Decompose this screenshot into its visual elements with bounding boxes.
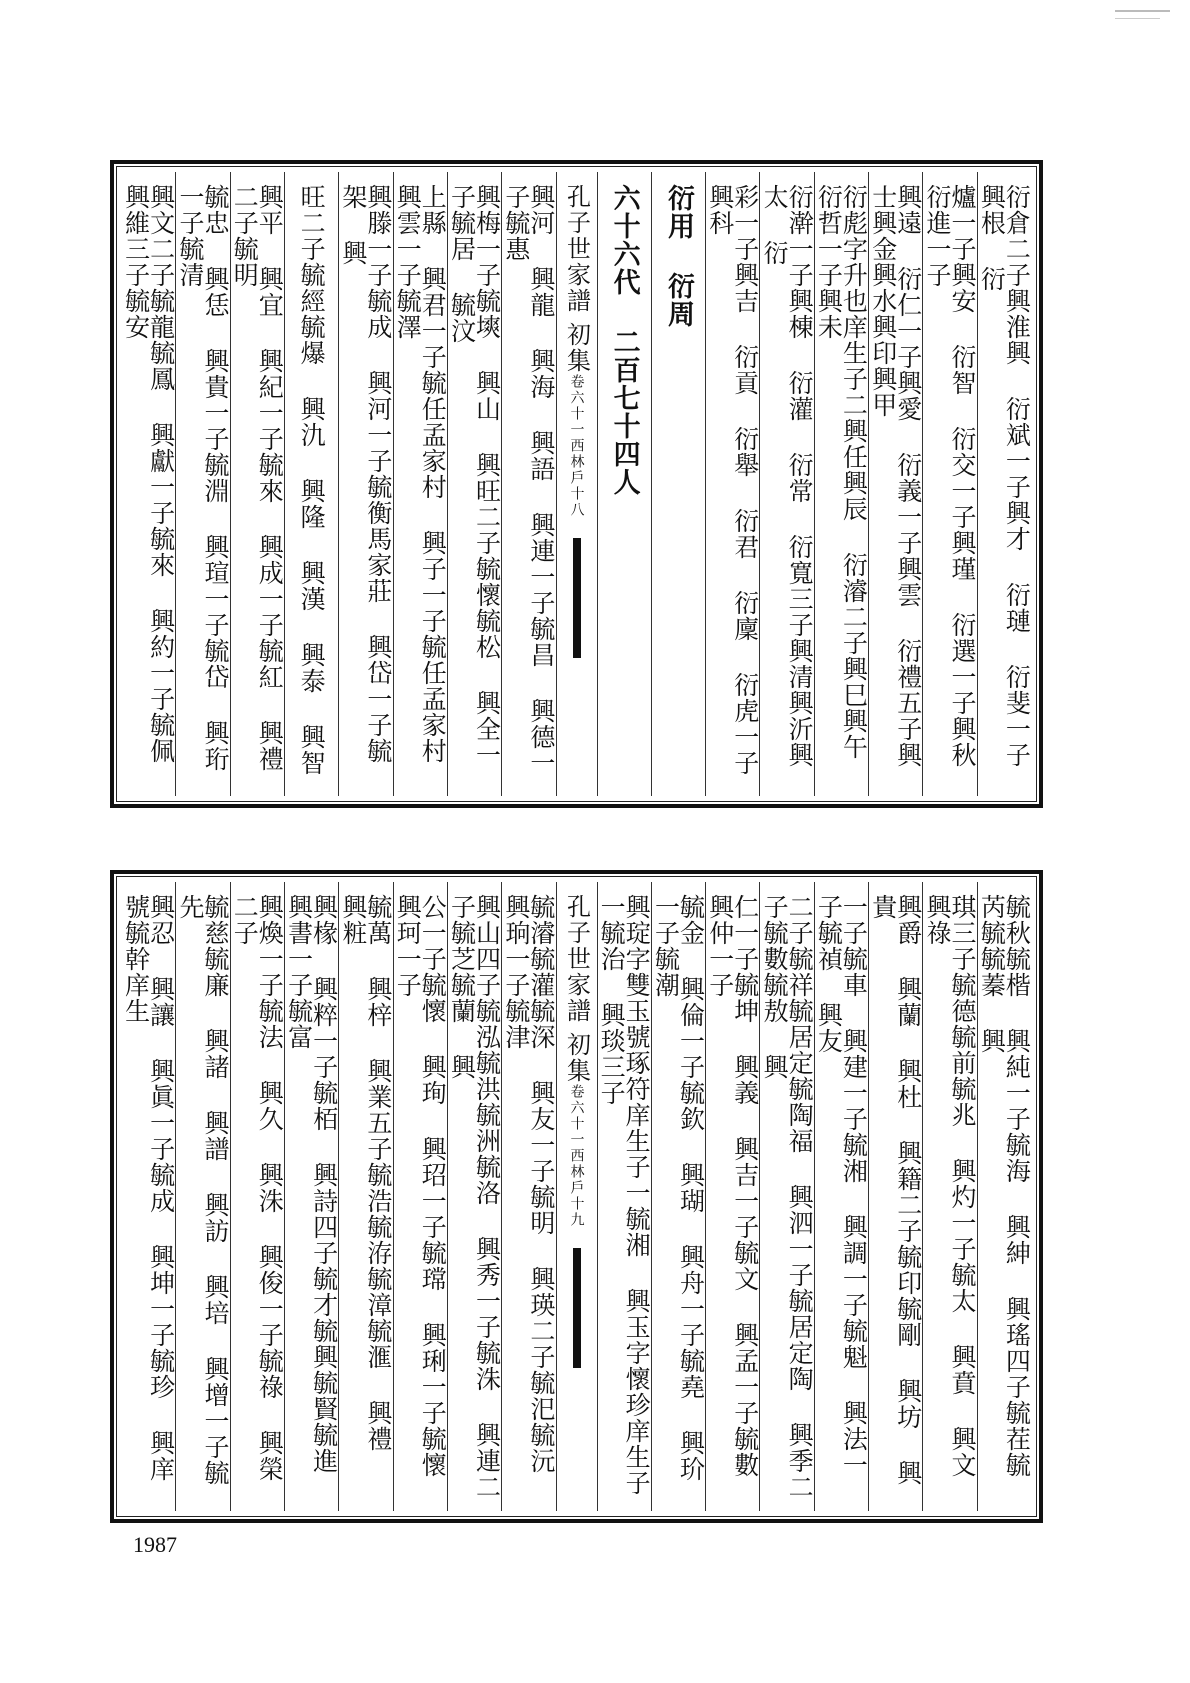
bottom-right-column-7: 毓金 興倫一子毓欽 興瑚 興舟一子毓堯 興玠一子毓潮	[651, 882, 705, 1511]
bottom-left-column-1: 毓濬毓灌毓深 興友一子毓明 興瑛二子毓汜毓沅 興珦一子毓津	[501, 882, 555, 1511]
bottom-page-panel	[110, 870, 1043, 1523]
top-left-column-2: 興梅一子毓塽 興山 興旺二子毓懷毓松 興全一子毓居 毓汶	[447, 172, 501, 796]
bottom-fishtail-bar	[573, 1248, 581, 1368]
top-left-column-4: 興滕一子毓成 興河一子毓衡馬家莊 興岱一子毓架 興	[338, 172, 392, 796]
bottom-left-column-8: 興忍 興讓 興眞一子毓成 興坤一子毓珍 興庠號毓幹庠生	[122, 894, 176, 1482]
bottom-right-column-2: 琪三子毓德毓前毓兆 興灼一子毓太 興賁 興文 興祿	[922, 882, 976, 1511]
top-columns	[122, 172, 1031, 796]
edge-mark-2	[1115, 18, 1160, 19]
top-right-column-1: 衍倉二子興淮興 衍斌一子興才 衍璉 衍斐一子興根 衍	[977, 172, 1031, 796]
top-book-title: 孔子世家譜	[562, 184, 591, 314]
bottom-left-column-7: 毓慈毓廉 興諸 興譜 興訪 興培 興增一子毓先	[175, 882, 229, 1511]
bottom-leaf-number: 十九	[568, 1196, 585, 1228]
top-left-column-5: 旺二子毓經毓爆 興氿 興隆 興漢 興泰 興智	[284, 172, 338, 796]
bottom-right-column-5: 二子毓祥毓居定毓陶福 興泗一子毓居定陶 興季二子毓數毓敖 興	[759, 882, 813, 1511]
bottom-columns	[122, 882, 1031, 1511]
edge-mark	[1115, 10, 1170, 12]
bottom-left-column-6: 興煥一子毓法 興久 興洙 興俊一子毓祿 興榮二子	[230, 882, 284, 1511]
bottom-left-column-2: 興山四子毓泓毓洪毓洲毓洛 興秀一子毓洙 興連二子毓芝毓蘭 興	[447, 882, 501, 1511]
top-right-column-3: 興遠 衍仁一子興愛 衍義一子興雲 衍禮五子興士興金興水興印興甲	[868, 172, 922, 796]
top-page-panel	[110, 160, 1043, 808]
top-leaf-number: 十八	[568, 486, 585, 518]
bottom-center-title-column	[556, 882, 597, 1511]
bottom-volume: 初集	[562, 1032, 591, 1084]
bottom-right-column-4: 一子毓車 興建一子毓湘 興調一子毓魁 興法一子毓禎 興友	[814, 882, 868, 1511]
bottom-right-column-3: 興爵 興蘭 興杜 興籍二子毓印毓剛 興坊 興貴	[868, 882, 922, 1511]
bottom-right-column-8: 興琔字雙玉號琢符庠生子一毓湘 興玉字懷珍庠生子一毓治 興琰三子	[597, 882, 651, 1511]
top-right-column-7: 衍用 衍周	[651, 172, 705, 796]
top-left-column-6: 興平 興宜 興紀一子毓來 興成一子毓紅 興禮二子毓明	[230, 172, 284, 796]
bottom-left-column-3: 公一子毓懷 興珣 興玿一子毓瑺 興琍一子毓懷 興珂一子	[393, 882, 447, 1511]
top-left-column-3: 上縣 興君一子毓任孟家村 興子一子毓任孟家村 興雲一子毓澤	[393, 172, 447, 796]
top-right-column-5: 衍澣一子興棟 衍灌 衍常 衍寬三子興清興沂興太 衍	[759, 172, 813, 796]
top-volume: 初集	[562, 322, 591, 374]
top-right-column-6: 彩一子興吉 衍貢 衍舉 衍君 衍廩 衍虎一子興科	[705, 172, 759, 796]
top-left-column-7: 毓忠 興恁 興貴一子毓淵 興瑄一子毓岱 興珩一子毓清	[175, 172, 229, 796]
bottom-juan: 卷六十一	[568, 1084, 585, 1148]
bottom-branch: 西林戶	[568, 1148, 585, 1196]
top-right-column-2: 爐一子興安 衍智 衍交一子興瑾 衍選一子興秋 衍進一子	[922, 172, 976, 796]
bottom-book-title: 孔子世家譜	[562, 894, 591, 1024]
top-left-column-1: 興河 興龍 興海 興語 興連一子毓昌 興德一子毓惠	[501, 172, 555, 796]
top-branch: 西林戶	[568, 438, 585, 486]
bottom-right-column-6: 仁一子毓坤 興義 興吉一子毓文 興孟一子毓數 興仲一子	[705, 882, 759, 1511]
page-number: 1987	[133, 1532, 177, 1557]
top-juan: 卷六十一	[568, 374, 585, 438]
top-right-column-4: 衍彪字升也庠生子二興任興辰 衍濬二子興巳興午 衍哲一子興未	[814, 172, 868, 796]
bottom-left-column-5: 興椽 興粹一子毓栢 興詩四子毓才毓興毓賢毓進 興書一子毓富	[284, 882, 338, 1511]
bottom-left-column-4: 毓萬 興梓 興業五子毓浩毓洊毓漳毓滙 興禮 興粧	[338, 882, 392, 1511]
top-center-title-column	[556, 172, 597, 796]
top-left-column-8: 興文二子毓龍毓鳳 興獻一子毓來 興約一子毓佩 興維三子毓安	[122, 184, 176, 764]
top-fishtail-bar	[573, 538, 581, 658]
top-generation-heading: 六十六代 二百七十四人	[597, 172, 651, 796]
bottom-right-column-1: 毓秋毓楷 興純一子毓海 興紳 興瑤四子毓茬毓芮毓毓蓁 興	[977, 882, 1031, 1511]
